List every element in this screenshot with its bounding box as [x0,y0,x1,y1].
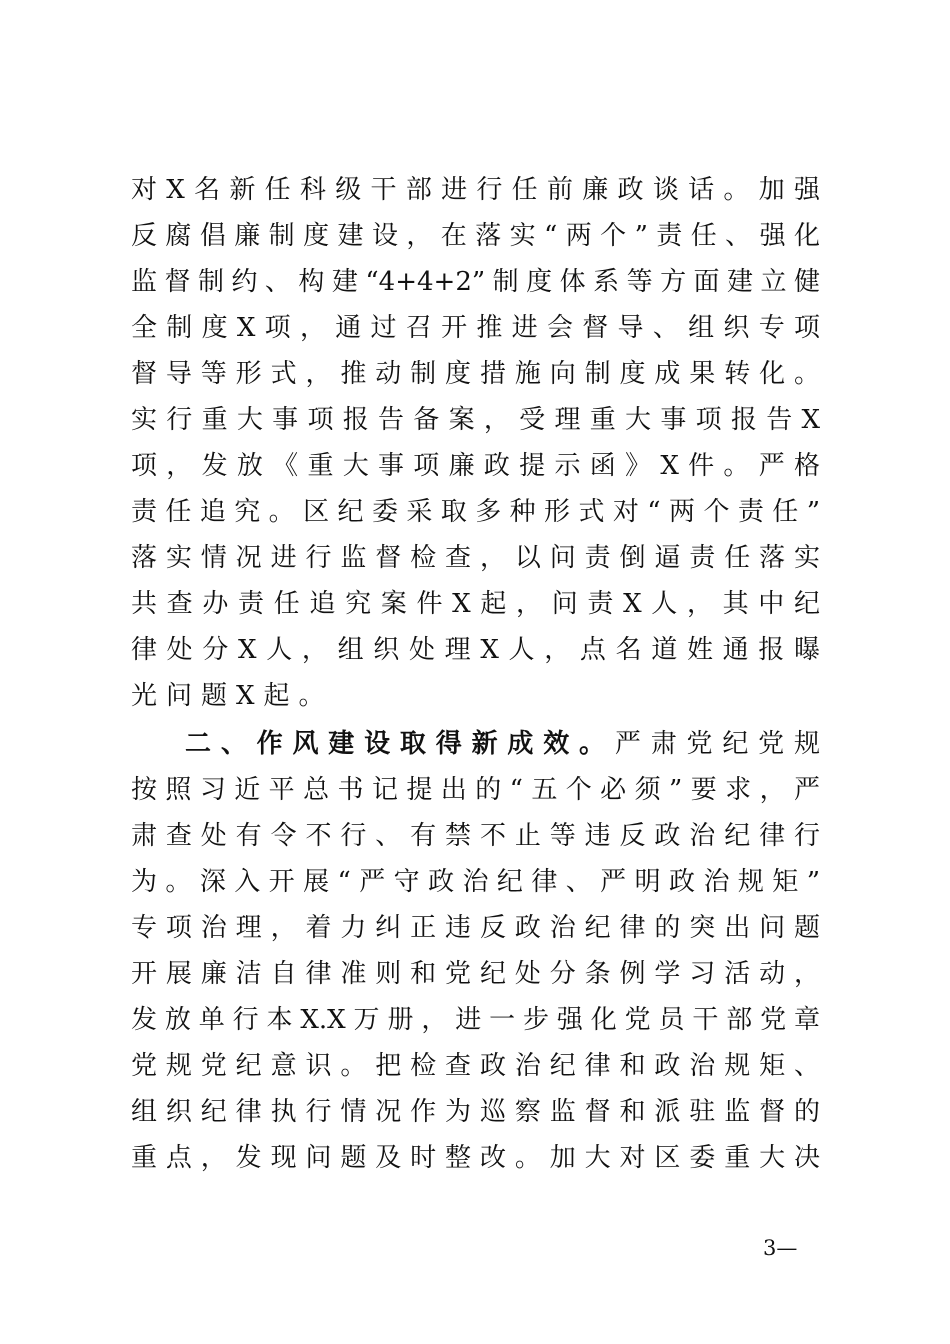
paragraph-line: 按照习近平总书记提出的“五个必须”要求，严 [131,775,820,805]
paragraph-line: 责任追究。区纪委采取多种形式对“两个责任” [131,497,820,527]
paragraph-line: 实行重大事项报告备案，受理重大事项报告X [131,405,820,435]
paragraph-line: 发放单行本X.X万册，进一步强化党员干部党章 [131,1005,820,1035]
paragraph-line: 共查办责任追究案件X起，问责X人，其中纪 [131,589,820,619]
paragraph-line: 组织纪律执行情况作为巡察监督和派驻监督的 [131,1097,820,1127]
paragraph-line: 律处分X人，组织处理X人，点名道姓通报曝 [131,635,820,665]
paragraph-line: 反腐倡廉制度建设，在落实“两个”责任、强化 [131,221,820,251]
paragraph-line: 监督制约、构建“4+4+2”制度体系等方面建立健 [131,267,820,297]
paragraph-line: 专项治理，着力纠正违反政治纪律的突出问题 [131,913,820,943]
section-heading: 二、作风建设取得新成效。 [185,729,615,759]
paragraph-line: 落实情况进行监督检查，以问责倒逼责任落实 [131,543,820,573]
section-heading-rest: 严肃党纪党规 [614,729,820,759]
paragraph-line: 光问题X起。 [131,681,334,711]
section-heading-line [185,722,820,766]
paragraph-line: 全制度X项，通过召开推进会督导、组织专项 [131,313,820,343]
paragraph-line: 开展廉洁自律准则和党纪处分条例学习活动， [131,959,820,989]
paragraph-line: 督导等形式，推动制度措施向制度成果转化。 [131,359,820,389]
paragraph-line: 党规党纪意识。把检查政治纪律和政治规矩、 [131,1051,820,1081]
paragraph-line: 项，发放《重大事项廉政提示函》X件。严格 [131,451,820,481]
page-number: 3— [763,1236,798,1260]
paragraph-line: 对X名新任科级干部进行任前廉政谈话。加强 [131,175,820,205]
paragraph-line: 重点，发现问题及时整改。加大对区委重大决 [131,1143,820,1173]
paragraph-line: 为。深入开展“严守政治纪律、严明政治规矩” [131,867,820,897]
paragraph-line: 肃查处有令不行、有禁不止等违反政治纪律行 [131,821,820,851]
